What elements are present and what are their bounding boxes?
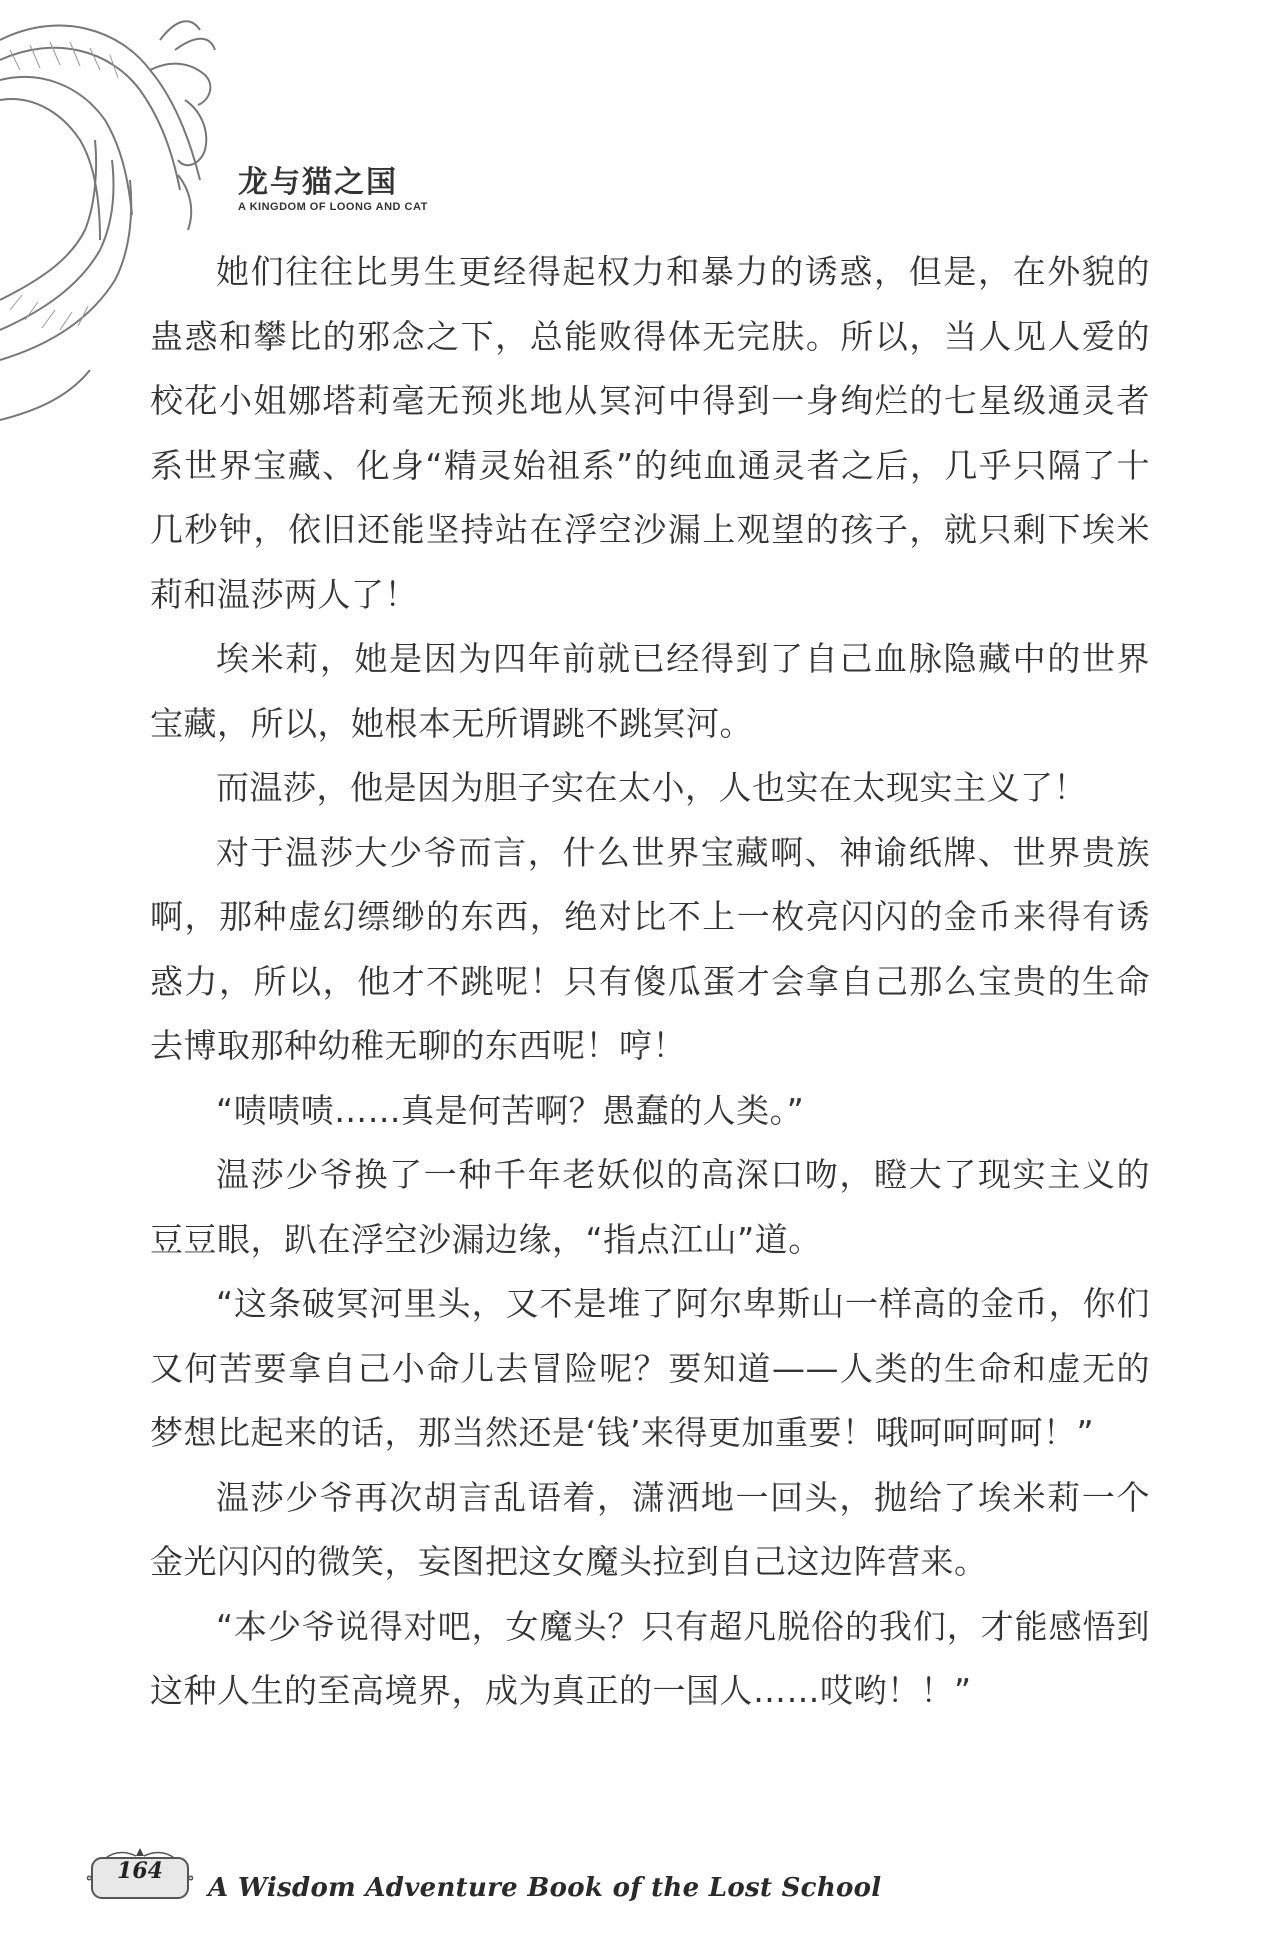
running-header [238,166,428,214]
paragraph: 她们往往比男生更经得起权力和暴力的诱惑，但是，在外貌的蛊惑和攀比的邪念之下，总能败得体无完肤。所以，当人见人爱的校花小姐娜塔莉毫无预兆地从冥河中得到一身绚烂的七星级通灵者系世界宝藏、化身“精灵始祖系”的纯血通灵者之后，几乎只隔了十几秒钟，依旧还能坚持站在浮空沙漏上观望的孩子，就只剩下埃米莉和温莎两人了！ [150,252,1150,614]
paragraph: 温莎少爷再次胡言乱语着，潇洒地一回头，抛给了埃米莉一个金光闪闪的微笑，妄图把这女魔头拉到自己这边阵营来。 [150,1477,1150,1581]
paragraph: “啧啧啧……真是何苦啊？愚蠢的人类。” [216,1090,805,1130]
paragraph: 对于温莎大少爷而言，什么世界宝藏啊、神谕纸牌、世界贵族啊，那种虚幻缥缈的东西，绝对比不上一枚亮闪闪的金币来得有诱惑力，所以，他才不跳呢！只有傻瓜蛋才会拿自己那么宝贵的生命去博取那种幼稚无聊的东西呢！哼！ [150,832,1150,1065]
paragraph: 而温莎，他是因为胆子实在太小，人也实在太现实主义了！ [216,768,1087,807]
paragraph: 埃米莉，她是因为四年前就已经得到了自己血脉隐藏中的世界宝藏，所以，她根本无所谓跳不跳冥河。 [150,639,1150,743]
paragraph: “这条破冥河里头，又不是堆了阿尔卑斯山一样高的金币，你们又何苦要拿自己小命儿去冒险呢？要知道——人类的生命和虚无的梦想比起来的话，那当然还是‘钱’来得更加重要！哦呵呵呵呵！” [150,1284,1150,1452]
paragraph: 温莎少爷换了一种千年老妖似的高深口吻，瞪大了现实主义的豆豆眼，趴在浮空沙漏边缘，“指点江山”道。 [150,1155,1150,1259]
series-title: A Wisdom Adventure Book of the Lost School [208,1873,882,1903]
page-number: 164 [117,1858,163,1884]
book-title-english: A KINGDOM OF LOONG AND CAT [238,201,428,213]
body-text [150,240,1150,1724]
paragraph: “本少爷说得对吧，女魔头？只有超凡脱俗的我们，才能感悟到这种人生的至高境界，成为真正的一国人……哎哟！！” [150,1606,1150,1710]
book-title-chinese: 龙与猫之国 [238,165,398,200]
